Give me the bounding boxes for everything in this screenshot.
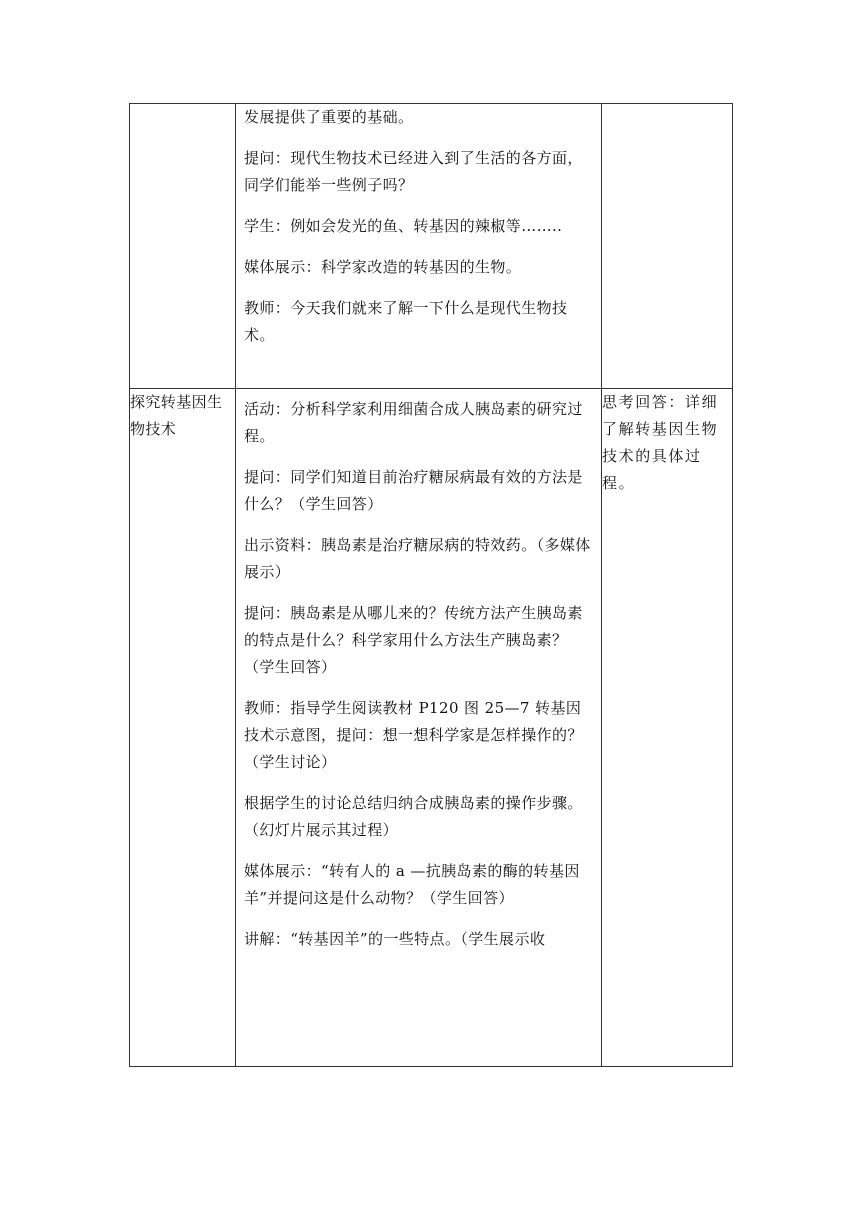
activity-paragraph: 提问：胰岛素是从哪儿来的？传统方法产生胰岛素的特点是什么？科学家用什么方法生产胰岛素？（学生回答） (244, 604, 583, 676)
activity-paragraph: 发展提供了重要的基础。 (244, 108, 414, 126)
activity-paragraph: 教师：指导学生阅读教材 P120 图 25—7 转基因技术示意图，提问：想一想科学家是怎样操作的？（学生讨论） (244, 699, 583, 771)
stage-label: 探究转基因生物技术 (130, 393, 223, 438)
activity-paragraph: 媒体展示：“转有人的 a —抗胰岛素的酶的转基因羊”并提问这是什么动物？（学生回答） (244, 862, 580, 907)
activity-paragraph: 活动：分析科学家利用细菌合成人胰岛素的研究过程。 (244, 400, 583, 445)
stage-cell (130, 104, 236, 389)
lesson-plan-table (129, 103, 733, 1067)
table-row (130, 104, 733, 389)
activity-paragraph: 讲解：“转基因羊”的一些特点。（学生展示收 (244, 930, 546, 948)
activity-paragraph: 提问：现代生物技术已经进入到了生活的各方面，同学们能举一些例子吗？ (244, 149, 583, 194)
activity-paragraph: 学生：例如会发光的鱼、转基因的辣椒等…….. (244, 217, 563, 235)
activity-cell (236, 389, 602, 1067)
activity-paragraph: 媒体展示：科学家改造的转基因的生物。 (244, 258, 522, 276)
activity-paragraph: 根据学生的讨论总结归纳合成胰岛素的操作步骤。（幻灯片展示其过程） (244, 794, 583, 839)
activity-paragraph: 出示资料：胰岛素是治疗糖尿病的特效药。（多媒体展示） (244, 536, 591, 581)
activity-paragraph: 提问：同学们知道目前治疗糖尿病最有效的方法是什么？（学生回答） (244, 468, 583, 513)
activity-cell (236, 104, 602, 389)
table-row (130, 389, 733, 1067)
intent-cell (602, 104, 733, 389)
intent-text: 思考回答：详细了解转基因生物技术的具体过程。 (602, 393, 719, 492)
activity-paragraph: 教师：今天我们就来了解一下什么是现代生物技术。 (244, 299, 568, 344)
stage-cell (130, 389, 236, 1067)
intent-cell (602, 389, 733, 1067)
